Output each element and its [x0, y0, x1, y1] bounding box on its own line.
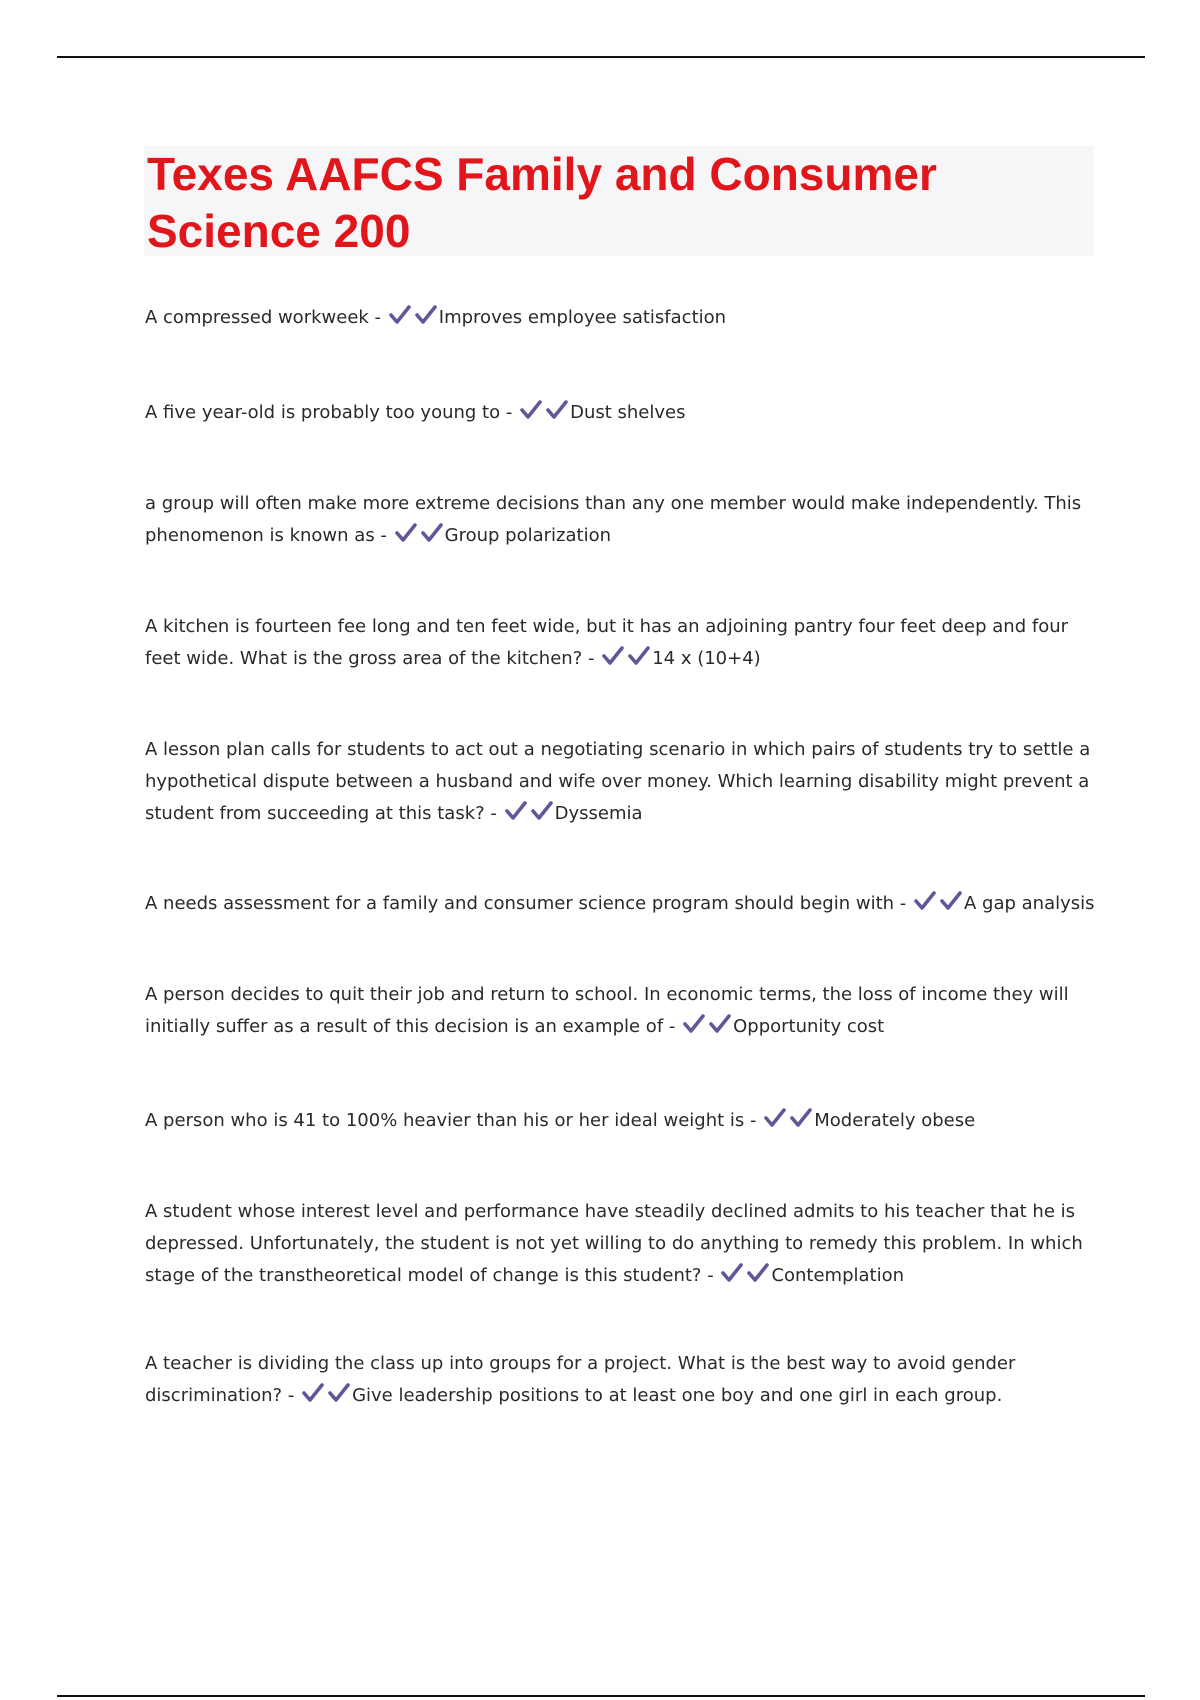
bottom-rule: [57, 1695, 1145, 1697]
answer-text: Dyssemia: [554, 803, 643, 824]
check-mark-icon: [529, 798, 555, 830]
qa-item: [145, 888, 1095, 920]
check-mark-icon: [300, 1380, 326, 1412]
answer-text: Opportunity cost: [733, 1016, 885, 1037]
question-text: A five year-old is probably too young to: [145, 402, 501, 423]
separator: -: [500, 402, 519, 423]
question-text: A kitchen is fourteen fee long and ten feet wide, but it has an adjoining pantry four feet deep and four feet wide. What is the gross area of the kitchen?: [145, 616, 1069, 669]
check-mark-icon: [745, 1260, 771, 1292]
check-mark-icon: [419, 520, 445, 552]
check-mark-icon: [413, 302, 439, 334]
question-text: A teacher is dividing the class up into groups for a project. What is the best way to avoid gender discrimination?: [145, 1353, 1016, 1406]
title-banner: [144, 146, 1094, 256]
answer-text: Contemplation: [771, 1265, 905, 1286]
check-mark-icon: [503, 798, 529, 830]
separator: -: [374, 525, 393, 546]
qa-item: [145, 1196, 1095, 1292]
check-mark-icon: [600, 643, 626, 675]
qa-item: [145, 1105, 1095, 1137]
answer-text: A gap analysis: [964, 893, 1095, 914]
qa-item: [145, 734, 1095, 830]
check-mark-icon: [707, 1011, 733, 1043]
answer-text: Dust shelves: [570, 402, 686, 423]
separator: -: [582, 648, 601, 669]
answer-text: Group polarization: [444, 525, 612, 546]
question-text: A person decides to quit their job and return to school. In economic terms, the loss of income they will initially suffer as a result of this decision is an example of: [145, 984, 1069, 1037]
check-mark-icon: [387, 302, 413, 334]
answer-text: 14 x (10+4): [652, 648, 761, 669]
check-mark-icon: [788, 1105, 814, 1137]
separator: -: [744, 1110, 763, 1131]
page-title: Texes AAFCS Family and Consumer Science 200: [147, 148, 937, 257]
qa-item: [145, 488, 1095, 552]
separator: -: [368, 307, 387, 328]
qa-item: [145, 397, 1095, 429]
answer-text: Moderately obese: [814, 1110, 976, 1131]
check-mark-icon: [326, 1380, 352, 1412]
qa-item: [145, 979, 1095, 1043]
separator: -: [484, 803, 503, 824]
qa-item: [145, 611, 1095, 675]
question-text: a group will often make more extreme decisions than any one member would make independently. This phenomenon is known as: [145, 493, 1082, 546]
check-mark-icon: [719, 1260, 745, 1292]
question-text: A needs assessment for a family and consumer science program should begin with: [145, 893, 895, 914]
question-text: A compressed workweek: [145, 307, 369, 328]
answer-text: Give leadership positions to at least one boy and one girl in each group.: [352, 1385, 1003, 1406]
question-text: A student whose interest level and performance have steadily declined admits to his teacher that he is depressed. Unfortunately, the student is not yet willing to do anything to remedy this problem. In which stage of the transtheoretical model of change is this student?: [145, 1201, 1083, 1286]
answer-text: Improves employee satisfaction: [438, 307, 727, 328]
separator: -: [894, 893, 913, 914]
question-text: A lesson plan calls for students to act out a negotiating scenario in which pairs of students try to settle a hypothetical dispute between a husband and wife over money. Which learning disability might prevent a student from succeeding at this task?: [145, 739, 1091, 824]
qa-item: [145, 1348, 1095, 1412]
check-mark-icon: [762, 1105, 788, 1137]
check-mark-icon: [626, 643, 652, 675]
separator: -: [663, 1016, 682, 1037]
top-rule: [57, 56, 1145, 58]
question-text: A person who is 41 to 100% heavier than his or her ideal weight is: [145, 1110, 745, 1131]
check-mark-icon: [681, 1011, 707, 1043]
separator: -: [701, 1265, 720, 1286]
check-mark-icon: [544, 397, 570, 429]
check-mark-icon: [912, 888, 938, 920]
check-mark-icon: [393, 520, 419, 552]
check-mark-icon: [518, 397, 544, 429]
qa-item: [145, 302, 1095, 334]
check-mark-icon: [938, 888, 964, 920]
separator: -: [282, 1385, 301, 1406]
